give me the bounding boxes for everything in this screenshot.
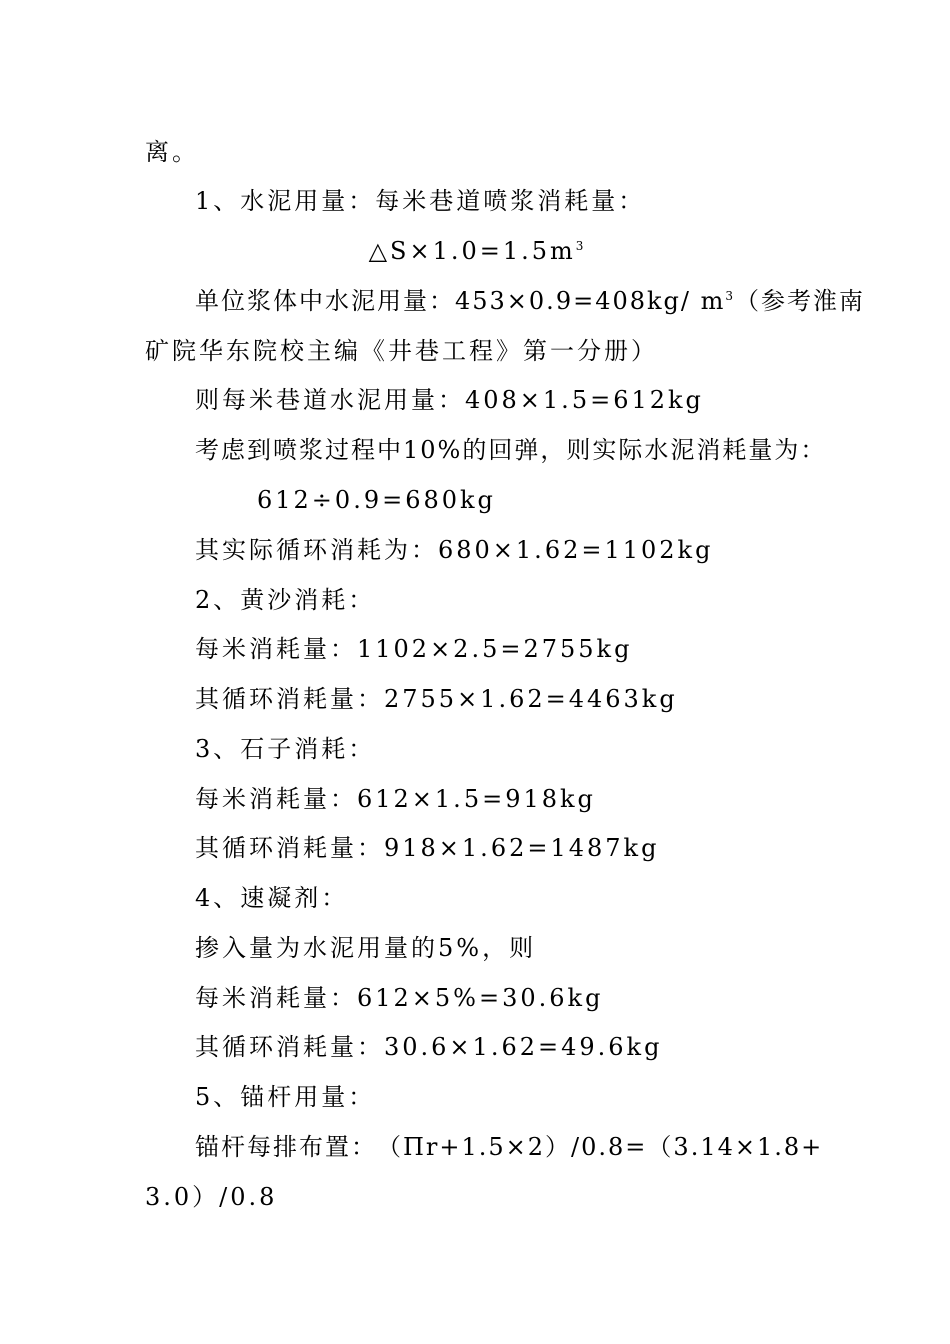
text-line-15: 其循环消耗量：918×1.62=1487kg (195, 834, 660, 862)
text-line-17: 掺入量为水泥用量的5%，则 (195, 934, 537, 962)
superscript: 3 (575, 239, 587, 253)
superscript: 3 (725, 289, 736, 303)
formula-line-3 (145, 231, 810, 271)
text-line-11: 每米消耗量：1102×2.5=2755kg (195, 635, 633, 663)
text-line-22: 3.0）/0.8 (145, 1183, 278, 1211)
formula-segment: （Πr+1.5×2）/0.8=（3.14×1.8+ (377, 1133, 824, 1161)
text-line-14: 每米消耗量：612×1.5=918kg (195, 785, 596, 813)
text-line-21 (145, 1127, 824, 1167)
formula-text: △S×1.0=1.5m (368, 237, 576, 265)
text-line-7: 考虑到喷浆过程中10%的回弹，则实际水泥消耗量为： (195, 436, 827, 464)
text-line-19: 其循环消耗量：30.6×1.62=49.6kg (195, 1033, 663, 1061)
text-segment: 锚杆每排布置： (195, 1133, 377, 1161)
text-segment: 单位浆体中水泥用量：453×0.9=408kg/ m (195, 287, 726, 315)
text-line-12: 其循环消耗量：2755×1.62=4463kg (195, 685, 678, 713)
text-line-10: 2、黄沙消耗： (195, 586, 376, 614)
text-line-1: 离。 (145, 138, 199, 166)
text-line-6: 则每米巷道水泥用量：408×1.5=612kg (195, 386, 704, 414)
text-line-8: 612÷0.9=680kg (257, 486, 496, 514)
text-segment: （参考淮南 (735, 287, 866, 315)
text-line-4 (145, 281, 866, 321)
text-line-20: 5、锚杆用量： (195, 1083, 376, 1111)
text-line-5: 矿院华东院校主编《井巷工程》第一分册） (145, 337, 658, 365)
text-line-9: 其实际循环消耗为：680×1.62=1102kg (195, 536, 714, 564)
text-line-18: 每米消耗量：612×5%=30.6kg (195, 984, 604, 1012)
text-line-13: 3、石子消耗： (195, 735, 376, 763)
text-line-2: 1、水泥用量：每米巷道喷浆消耗量： (195, 187, 646, 215)
text-line-16: 4、速凝剂： (195, 884, 349, 912)
